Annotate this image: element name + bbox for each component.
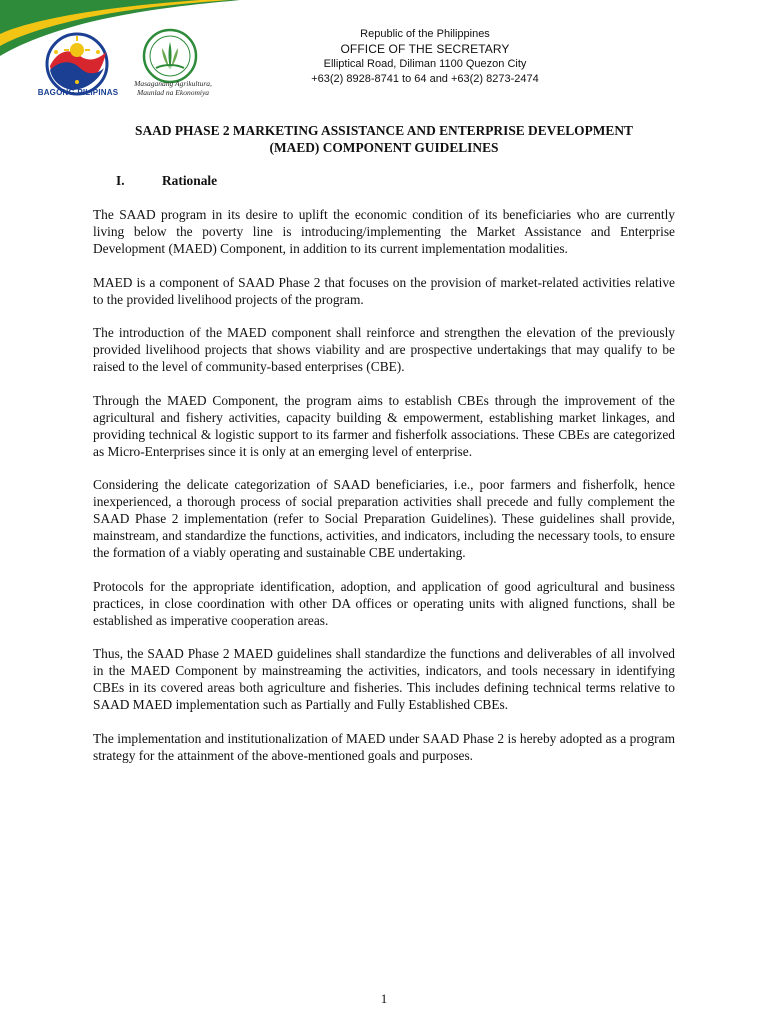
paragraph: The implementation and institutionalization of MAED under SAAD Phase 2 is hereby adopted as a program strategy for the attainment of the above-mentioned goals and purposes.	[93, 730, 675, 763]
section-number: I.	[116, 173, 125, 188]
corner-swoosh-decoration	[0, 0, 240, 70]
letterhead-phone: +63(2) 8928-8741 to 64 and +63(2) 8273-2474	[311, 73, 539, 85]
bagong-pilipinas-label: BAGONG PILIPINAS	[37, 88, 119, 97]
paragraph: MAED is a component of SAAD Phase 2 that focuses on the provision of market-related activities relative to the provided livelihood projects of the program.	[93, 274, 675, 307]
paragraph: Thus, the SAAD Phase 2 MAED guidelines shall standardize the functions and deliverables of all involved in the MAED Component by mainstreaming the activities, indicators, and tools necessary in identifying CBEs in its covered areas both agriculture and fisheries. This includes defining technical terms relative to SAAD MAED implementation such as Partially and Fully Established CBEs.	[93, 646, 675, 713]
da-tagline	[118, 80, 228, 97]
paragraph: The introduction of the MAED component shall reinforce and strengthen the elevation of the previously provided livelihood projects that shows viability and are prospective undertakings that may qualify to be raised to the level of community-based enterprises (CBE).	[93, 325, 675, 375]
letterhead	[260, 27, 590, 87]
da-tagline-line1: Masaganang Agrikultura,	[134, 79, 212, 88]
document-title	[93, 122, 675, 156]
section-title: Rationale	[162, 173, 218, 188]
da-tagline-line2: Maunlad na Ekonomiya	[136, 87, 210, 97]
department-of-agriculture-seal	[138, 28, 202, 84]
page-number: 1	[380, 991, 388, 1006]
document-title-line2: (MAED) COMPONENT GUIDELINES	[269, 140, 499, 155]
letterhead-office: OFFICE OF THE SECRETARY	[340, 42, 510, 56]
letterhead-republic: Republic of the Philippines	[360, 28, 490, 40]
body-text	[93, 207, 675, 782]
paragraph: Protocols for the appropriate identification, adoption, and application of good agricultural and business practices, in close coordination with other DA offices or operating units with aligned functions, shall be established as imperative cooperation areas.	[93, 578, 675, 628]
paragraph: Through the MAED Component, the program aims to establish CBEs through the improvement of the agricultural and fishery activities, capacity building & empowerment, establishing market linkages, and providing technical & logistic support to its farmer and fisherfolk associations. These CBEs are categorized as Micro-Enterprises since it is only at an emerging level of enterprise.	[93, 392, 675, 459]
document-title-line1: SAAD PHASE 2 MARKETING ASSISTANCE AND ENTERPRISE DEVELOPMENT	[135, 123, 633, 138]
letterhead-address: Elliptical Road, Diliman 1100 Quezon City	[323, 58, 527, 70]
section-heading	[116, 173, 217, 189]
paragraph: Considering the delicate categorization of SAAD beneficiaries, i.e., poor farmers and fisherfolk, hence inexperienced, a thorough process of social preparation activities shall precede and fully complement the SAAD Phase 2 implementation (refer to Social Preparation Guidelines). These guidelines shall provide, mainstream, and standardize the functions, activities, and indicators, including the necessary tools, to ensure the formation of a viably operating and sustainable CBE undertaking.	[93, 477, 675, 561]
paragraph: The SAAD program in its desire to uplift the economic condition of its beneficiaries who are currently living below the poverty line is introducing/implementing the Market Assistance and Enterprise Development (MAED) Component, in addition to its current implementation modalities.	[93, 207, 675, 256]
